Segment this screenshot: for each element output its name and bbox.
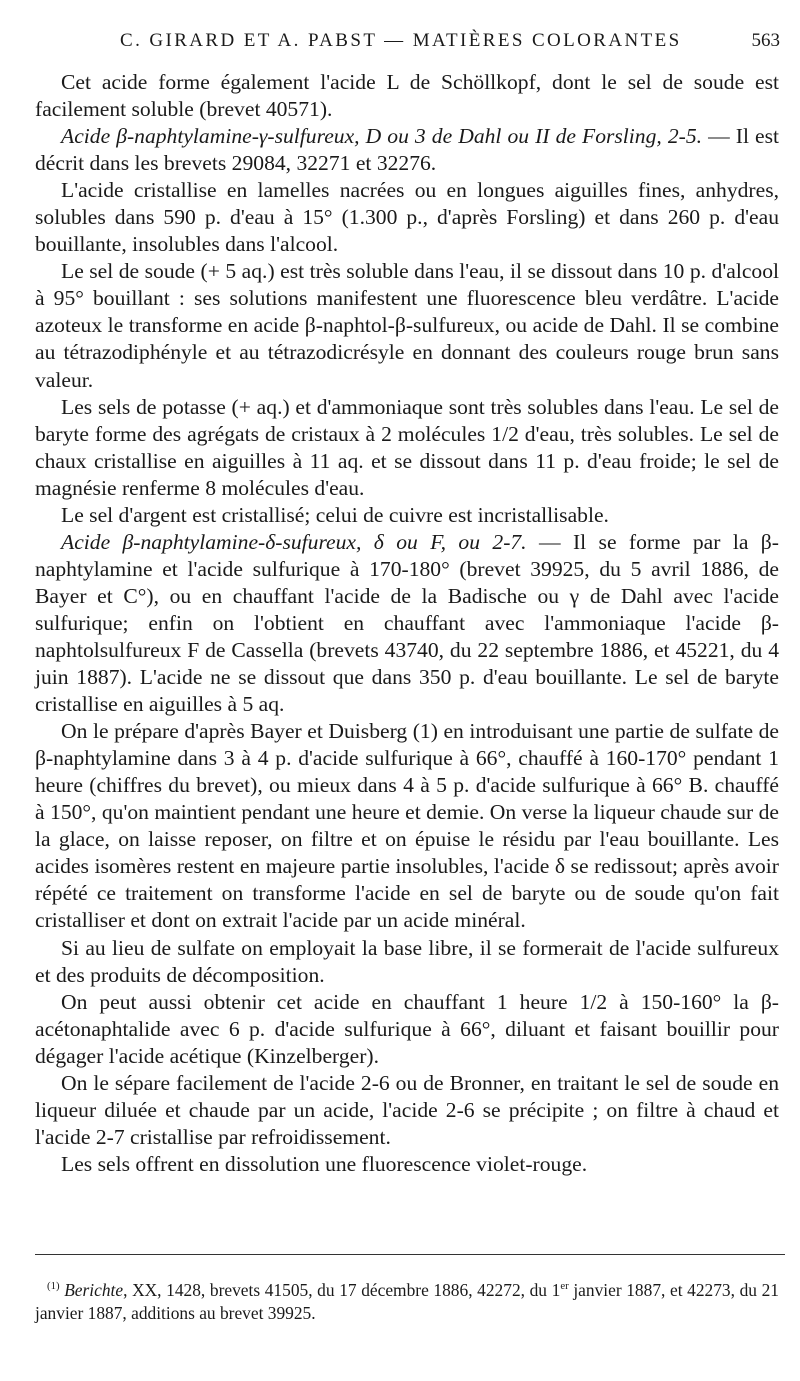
footnote-marker: (1): [47, 1280, 60, 1292]
paragraph-text: — Il est décrit dans les brevets 29084, 32271 et 32276.: [35, 124, 779, 176]
paragraph: Les sels offrent en dissolution une fluorescence violet-rouge.: [61, 1151, 588, 1176]
paragraph: Les sels de potasse (+ aq.) et d'ammoniaque sont très solubles dans l'eau. Le sel de baryte forme des agrégats de cristaux à 2 molécules 1/2 d'eau, très solubles. Le sel de chaux cristallise en aiguilles à 11 aq. et se dissout dans 11 p. d'eau froide; le sel de magnésie renferme 8 molécules d'eau.: [35, 394, 779, 500]
paragraph: [35, 123, 779, 177]
footnote-body: , XX, 1428, brevets 41505, du 17 décembre 1886, 42272, du 1: [123, 1280, 561, 1300]
superscript: er: [560, 1280, 569, 1292]
running-header: [120, 30, 780, 52]
paragraph-text: — Il se forme par la β-naphtylamine et l'acide sulfurique à 170-180° (brevet 39925, du 5 avril 1886, de Bayer et C°), ou en chauffant l'acide de la Badische ou γ de Dahl avec l'acide sulfurique; enfin on l'obtient en chauffant avec l'ammoniaque l'acide β-naphtolsulfureux F de Cassella (brevets 43740, du 22 septembre 1886, et 45221, du 4 juin 1887). L'acide ne se dissout que dans 350 p. d'eau bouillante. Le sel de baryte cristallise en aiguilles à 5 aq.: [35, 529, 779, 717]
paragraph: [35, 529, 779, 718]
paragraph: Cet acide forme également l'acide L de Schöllkopf, dont le sel de soude est facilement soluble (brevet 40571).: [35, 70, 779, 122]
paragraph: L'acide cristallise en lamelles nacrées ou en longues aiguilles fines, anhydres, solubles dans 590 p. d'eau à 15° (1.300 p., d'après Forsling) et dans 260 p. d'eau bouillante, insolubles dans l'alcool.: [35, 178, 779, 257]
footnote-source: Berichte: [64, 1280, 124, 1300]
section-title: Acide β-naphtylamine-δ-sufureux, δ ou F, ou 2-7.: [61, 529, 527, 554]
section-title: Acide β-naphtylamine-γ-sulfureux, D ou 3 de Dahl ou II de Forsling, 2-5.: [61, 124, 703, 149]
paragraph: On peut aussi obtenir cet acide en chauffant 1 heure 1/2 à 150-160° la β-acétonaphtalide avec 6 p. d'acide sulfurique à 66°, diluant et faisant bouillir pour dégager l'acide acétique (Kinzelberger).: [35, 989, 779, 1068]
footnote-text: [35, 1279, 779, 1325]
page-number: 563: [751, 30, 780, 51]
footnote: [35, 1279, 779, 1325]
paragraph: Le sel d'argent est cristallisé; celui de cuivre est incristallisable.: [61, 502, 609, 527]
paragraph-text: On le prépare d'après Bayer et Duisberg: [61, 719, 413, 744]
paragraph: [35, 718, 779, 934]
footnote-body: janvier 1887, et 42273, du 21 janvier 1887, additions au brevet 39925.: [35, 1280, 779, 1323]
paragraph: Le sel de soude (+ 5 aq.) est très soluble dans l'eau, il se dissout dans 10 p. d'alcool à 95° bouillant : ses solutions manifestent une fluorescence bleu verdâtre. L'acide azoteux le transforme en acide β-naphtol-β-sulfureux, ou acide de Dahl. Il se combine au tétrazodiphényle et au tétrazodicrésyle en donnant des couleurs rouge brun sans valeur.: [35, 259, 779, 392]
main-text: [35, 69, 779, 1178]
paragraph-text: en introduisant une partie de sulfate de β-naphtylamine dans 3 à 4 p. d'acide sulfurique à 66°, chauffé à 160-170° pendant 1 heure (chiffres du brevet), ou mieux dans 4 à 5 p. d'acide sulfurique à 66° B. chauffé à 150°, qu'on maintient pendant une heure et demie. On verse la liqueur chaude sur de la glace, on laisse reposer, on filtre et on épuise le résidu par l'eau bouillante. Les acides isomères restent en majeure partie insolubles, l'acide δ se redissout; après avoir répété ce traitement on transforme l'acide en sel de baryte ou de soude qu'on fait cristalliser et dont on extrait l'acide par un acide minéral.: [35, 719, 779, 933]
paragraph: Si au lieu de sulfate on employait la base libre, il se formerait de l'acide sulfureux et des produits de décomposition.: [35, 935, 779, 987]
paragraph: On le sépare facilement de l'acide 2-6 ou de Bronner, en traitant le sel de soude en liqueur diluée et chaude par un acide, l'acide 2-6 se précipite ; on filtre à chaud et l'acide 2-7 cristallise par refroidissement.: [35, 1070, 779, 1149]
footnote-divider: [35, 1254, 785, 1255]
running-title: C. GIRARD ET A. PABST — MATIÈRES COLORANTES: [120, 30, 682, 51]
footnote-reference: (1): [412, 719, 438, 744]
